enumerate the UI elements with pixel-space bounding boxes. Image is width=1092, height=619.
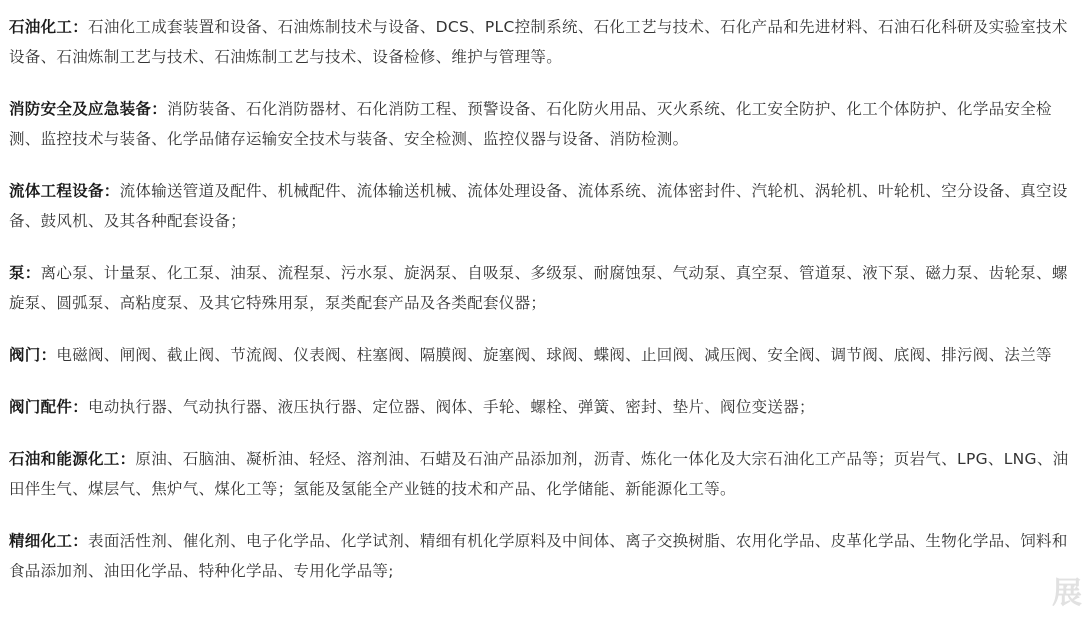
category-fine-chemicals [9,526,1069,586]
watermark-text: 展 [1052,576,1084,611]
category-text: 石油化工成套装置和设备、石油炼制技术与设备、DCS、PLC控制系统、石化工艺与技术、石化产品和先进材料、石油石化科研及实验室技术设备、石油炼制工艺与技术、石油炼制工艺与技术、设备检修、维护与管理等。 [9,18,1068,66]
category-valves [9,340,1069,370]
category-text: 表面活性剂、催化剂、电子化学品、化学试剂、精细有机化学原料及中间体、离子交换树脂、农用化学品、皮革化学品、生物化学品、饲料和食品添加剂、油田化学品、特种化学品、专用化学品等; [9,532,1068,580]
category-label: 流体工程设备： [9,182,120,200]
category-label: 石油和能源化工： [9,450,136,468]
category-text: 原油、石脑油、凝析油、轻烃、溶剂油、石蜡及石油产品添加剂，沥青、炼化一体化及大宗石油化工产品等；页岩气、LPG、LNG、油田伴生气、煤层气、焦炉气、煤化工等；氢能及氢能全产业链的技术和产品、化学储能、新能源化工等。 [9,450,1069,498]
category-fluid-engineering [9,176,1069,236]
category-text: 消防装备、石化消防器材、石化消防工程、预警设备、石化防火用品、灭火系统、化工安全防护、化工个体防护、化学品安全检测、监控技术与装备、化学品储存运输安全技术与装备、安全检测、监控仪器与设备、消防检测。 [9,100,1052,148]
category-label: 泵： [9,264,41,282]
category-text: 离心泵、计量泵、化工泵、油泵、流程泵、污水泵、旋涡泵、自吸泵、多级泵、耐腐蚀泵、气动泵、真空泵、管道泵、液下泵、磁力泵、齿轮泵、螺旋泵、圆弧泵、高粘度泵、及其它特殊用泵，泵类配套产品及各类配套仪器； [9,264,1068,312]
category-pumps [9,258,1069,318]
category-valve-accessories [9,392,1069,422]
category-text: 电磁阀、闸阀、截止阀、节流阀、仪表阀、柱塞阀、隔膜阀、旋塞阀、球阀、蝶阀、止回阀、减压阀、安全阀、调节阀、底阀、排污阀、法兰等 [56,346,1052,364]
category-label: 阀门配件： [9,398,89,416]
category-text: 电动执行器、气动执行器、液压执行器、定位器、阀体、手轮、螺栓、弹簧、密封、垫片、阀位变送器； [88,398,815,416]
category-petroleum-energy [9,444,1069,504]
exhibit-category-list [9,12,1069,608]
category-label: 消防安全及应急装备： [9,100,168,118]
category-label: 精细化工： [9,532,89,550]
category-petrochemical [9,12,1069,72]
category-fire-safety [9,94,1069,154]
category-label: 阀门： [9,346,57,364]
category-label: 石油化工： [9,18,89,36]
category-text: 流体输送管道及配件、机械配件、流体输送机械、流体处理设备、流体系统、流体密封件、汽轮机、涡轮机、叶轮机、空分设备、真空设备、鼓风机、及其各种配套设备； [9,182,1068,230]
